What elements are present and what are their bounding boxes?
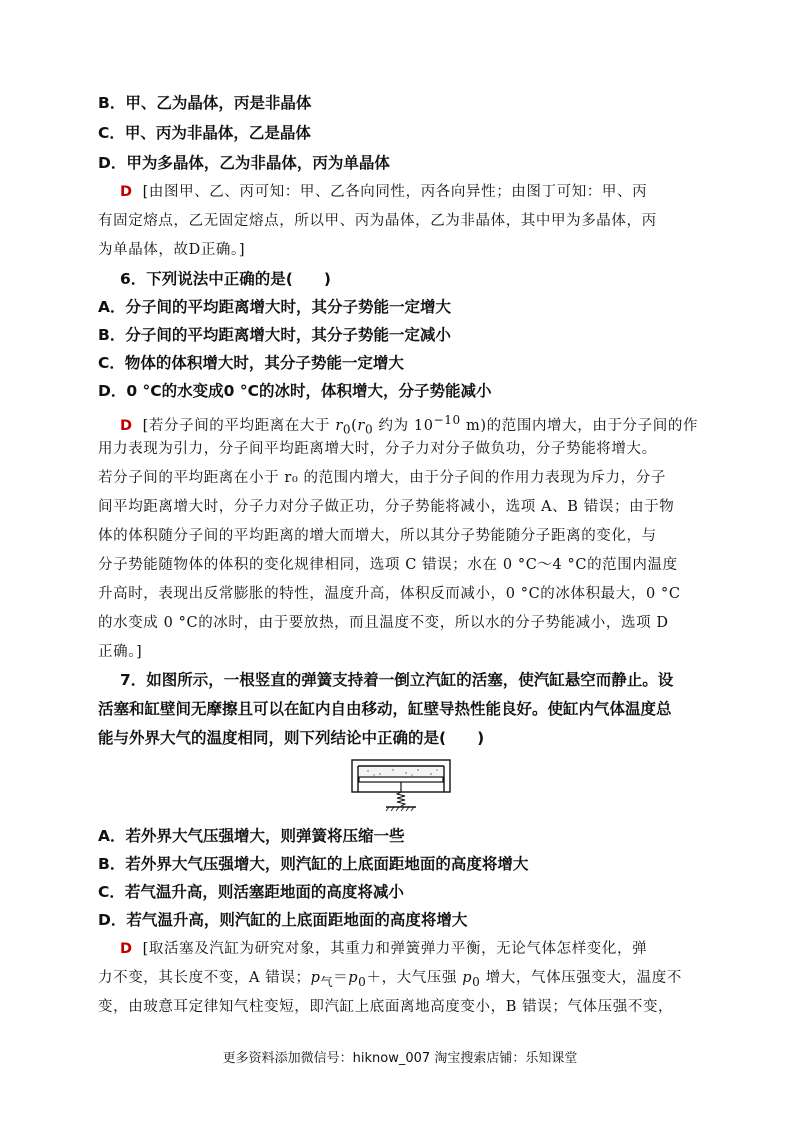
q7-option-b: B．若外界大气压强增大，则汽缸的上底面距地面的高度将增大 [98, 855, 529, 873]
q5-option-b: B．甲、乙为晶体，丙是非晶体 [98, 94, 312, 112]
q7-stem-line-1: 7．如图所示，一根竖直的弹簧支持着一倒立汽缸的活塞，使汽缸悬空而静止。设 [120, 671, 674, 689]
q6-option-d: D．0 °C的水变成0 °C的冰时，体积增大，分子势能减小 [98, 382, 492, 400]
q5-answer-key: D [120, 184, 133, 200]
q5-answer-line-3: 为单晶体，故D正确。] [98, 242, 246, 258]
gas-region [359, 767, 443, 777]
q6-option-a: A．分子间的平均距离增大时，其分子势能一定增大 [98, 298, 451, 316]
q6-answer-key: D [120, 417, 133, 434]
q7-stem-line-2: 活塞和缸壁间无摩擦且可以在缸内自由移动，缸壁导热性能良好。使缸内气体温度总 [98, 700, 672, 718]
q5-answer-line-1: D [由图甲、乙、丙可知：甲、乙各向同性，丙各向异性；由图丁可知：甲、丙 [120, 184, 648, 200]
q5-answer-line-2: 有固定熔点，乙无固定熔点，所以甲、丙为晶体，乙为非晶体，其中甲为多晶体，丙 [98, 213, 657, 229]
q6-answer-line-3: 若分子间的平均距离在小于 r₀ 的范围内增大，由于分子间的作用力表现为斥力，分子 [98, 470, 666, 486]
q7-option-a: A．若外界大气压强增大，则弹簧将压缩一些 [98, 827, 405, 845]
piston [359, 777, 443, 782]
q6-answer-line-7: 升高时，表现出反常膨胀的特性，温度升高，体积反而减小，0 °C的冰体积最大，0 °C [98, 586, 681, 602]
cylinder-spring-figure [348, 756, 454, 814]
q6-stem: 6．下列说法中正确的是( ) [120, 270, 331, 288]
q6-answer-line-5: 体的体积随分子间的平均距离的增大而增大，所以其分子势能随分子距离的变化，与 [98, 528, 657, 544]
q7-answer-line-1: D [取活塞及汽缸为研究对象，其重力和弹簧弹力平衡，无论气体怎样变化，弹 [120, 941, 648, 957]
q5-option-d: D．甲为多晶体，乙为非晶体，丙为单晶体 [98, 154, 390, 172]
q6-answer-line-6: 分子势能随物体的体积的变化规律相同，选项 C 错误；水在 0 °C～4 °C的范围内温度 [98, 557, 678, 573]
q5-option-c: C．甲、丙为非晶体，乙是晶体 [98, 124, 311, 142]
q6-option-b: B．分子间的平均距离增大时，其分子势能一定减小 [98, 326, 451, 344]
q6-answer-line-2: 用力表现为引力，分子间平均距离增大时，分子力对分子做负功，分子势能将增大。 [98, 441, 657, 457]
q6-answer-line-8: 的水变成 0 °C的冰时，由于要放热，而且温度不变，所以水的分子势能减小，选项 D [98, 615, 669, 631]
q6-option-c: C．物体的体积增大时，其分子势能一定增大 [98, 354, 404, 372]
q7-option-d: D．若气温升高，则汽缸的上底面距地面的高度将增大 [98, 911, 468, 929]
q7-stem-line-3: 能与外界大气的温度相同，则下列结论中正确的是( ) [98, 729, 485, 747]
q6-answer-line-9: 正确。] [98, 644, 143, 660]
q7-answer-line-2: 力不变，其长度不变，A 错误；$p_气=p_0+$，大气压强 $p_0$ 增大，气体压强变大，温度不 [98, 970, 682, 989]
q6-answer-line-1: D [若分子间的平均距离在大于 $r_0(r_0$ 约为 $10^{-10}$ m)的范围内增大，由于分子间的作 [120, 413, 699, 437]
footer-ad: 更多资料添加微信号：hiknow_007 淘宝搜索店铺：乐知课堂 [222, 1051, 578, 1066]
q6-answer-line-4: 间平均距离增大时，分子力对分子做正功，分子势能将减小，选项 A、B 错误；由于物 [98, 499, 675, 515]
q7-option-c: C．若气温升高，则活塞距地面的高度将减小 [98, 883, 404, 901]
q7-answer-line-3: 变，由玻意耳定律知气柱变短，即汽缸上底面离地高度变小，B 错误；气体压强不变， [98, 999, 674, 1015]
spring [397, 792, 405, 806]
q7-answer-key: D [120, 941, 133, 957]
